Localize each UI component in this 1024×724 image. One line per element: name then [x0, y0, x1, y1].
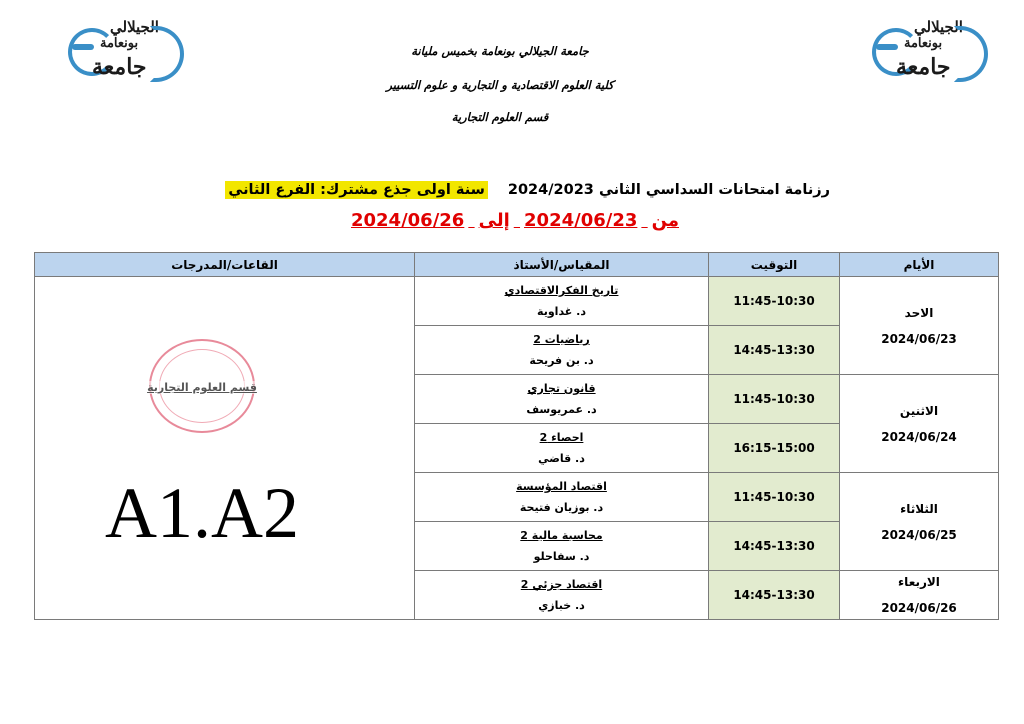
day-date: 2024/06/26	[881, 601, 957, 615]
table-header-row	[35, 253, 999, 277]
header-halls: القاعات/المدرجات	[35, 253, 415, 277]
department-name: قسم العلوم التجارية	[451, 110, 549, 124]
course-name: تاريخ الفكرالاقتصادي	[504, 284, 619, 297]
professor-name: د. عمريوسف	[526, 403, 597, 416]
header-days: الأيام	[840, 253, 999, 277]
time-cell: 14:45-13:30	[709, 522, 840, 571]
logo-accent	[72, 44, 94, 50]
logo-word-big: جامعة	[896, 54, 951, 80]
period-from-label: من	[651, 210, 679, 231]
exam-schedule-table	[34, 252, 999, 620]
period-to-date: 2024/06/26	[350, 210, 465, 231]
course-name: قانون تجاري	[527, 382, 596, 395]
faculty-name: كلية العلوم الاقتصادية و التجارية و علوم التسيير	[386, 78, 614, 92]
title-main: رزنامة امتحانات السداسي الثاني 2024/2023	[507, 182, 830, 198]
time-cell: 14:45-13:30	[709, 571, 840, 620]
time-cell: 11:45-10:30	[709, 277, 840, 326]
logo-word-top: الجيلالي	[914, 18, 963, 36]
course-cell	[415, 522, 709, 571]
period-from-date: 2024/06/23	[524, 210, 638, 231]
university-logo-right	[868, 18, 986, 84]
department-stamp	[149, 339, 255, 433]
course-cell	[415, 473, 709, 522]
schedule-title	[170, 181, 830, 199]
course-cell	[415, 326, 709, 375]
exam-period	[330, 210, 700, 231]
day-date: 2024/06/25	[881, 527, 957, 542]
halls-cell	[35, 277, 415, 620]
title-badge: سنة اولى جذع مشترك: الفرع الثاني	[225, 181, 487, 199]
professor-name: د. بن فريحة	[529, 354, 594, 367]
logo-accent	[876, 44, 898, 50]
day-cell	[840, 277, 999, 375]
time-cell: 14:45-13:30	[709, 326, 840, 375]
course-name: محاسبة مالية 2	[520, 529, 603, 542]
header-time: التوقيت	[709, 253, 840, 277]
stamp-label: قسم العلوم التجارية	[139, 381, 265, 394]
logo-word-mid: بونعامة	[904, 36, 943, 51]
logo-bracket	[954, 26, 988, 82]
table-row	[35, 277, 999, 326]
logo-word-big: جامعة	[92, 54, 147, 80]
course-name: اقتصاد المؤسسة	[516, 480, 607, 493]
day-name: الاحد	[904, 305, 934, 320]
course-name: اقتصاد جزئي 2	[520, 578, 603, 591]
logo-bracket	[150, 26, 184, 82]
day-name: الثلاثاء	[900, 501, 938, 516]
time-cell: 11:45-10:30	[709, 473, 840, 522]
header-course: المقياس/الأستاذ	[415, 253, 709, 277]
logo-word-top: الجيلالي	[110, 18, 159, 36]
course-cell	[415, 277, 709, 326]
day-date: 2024/06/24	[881, 429, 957, 444]
university-name: جامعة الجيلالي بونعامة بخميس مليانة	[411, 44, 589, 58]
professor-name: د. قاضي	[538, 452, 585, 465]
logo-word-mid: بونعامة	[100, 36, 139, 51]
course-name: رياضيات 2	[533, 333, 590, 346]
day-name: الاثنين	[899, 403, 939, 418]
professor-name: د. بوزيان فتيحة	[519, 501, 604, 514]
time-cell: 11:45-10:30	[709, 375, 840, 424]
day-cell	[840, 473, 999, 571]
time-cell: 16:15-15:00	[709, 424, 840, 473]
professor-name: د. غداوية	[537, 305, 586, 318]
professor-name: د. خبازي	[538, 599, 585, 612]
day-name: الاربعاء	[898, 575, 940, 589]
university-logo-left	[64, 18, 182, 84]
course-name: احصاء 2	[539, 431, 584, 444]
day-date: 2024/06/23	[881, 331, 957, 346]
day-cell	[840, 375, 999, 473]
hall-code: A1.A2	[105, 473, 299, 553]
course-cell	[415, 375, 709, 424]
day-cell	[840, 571, 999, 620]
professor-name: د. سفاحلو	[533, 550, 590, 563]
period-to-label: إلى	[478, 210, 510, 231]
course-cell	[415, 571, 709, 620]
course-cell	[415, 424, 709, 473]
